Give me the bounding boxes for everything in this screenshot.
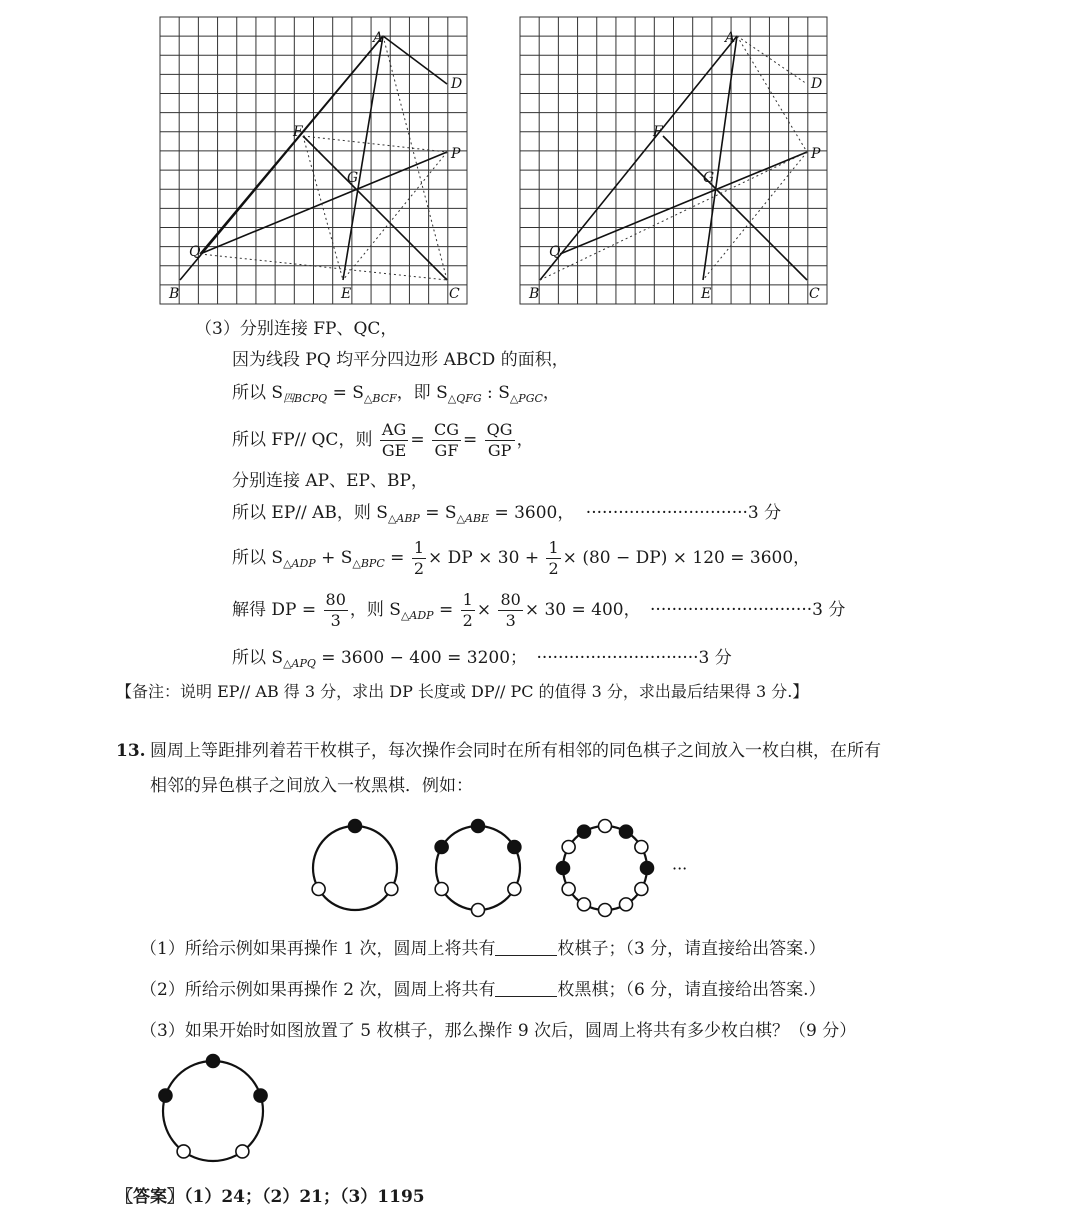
label-A-right: A [725, 30, 736, 46]
figure-right [515, 12, 835, 310]
black-stone [620, 825, 633, 838]
black-stone [578, 825, 591, 838]
label-C-right: C [809, 286, 820, 302]
black-stone [435, 841, 448, 854]
black-stone [207, 1055, 220, 1068]
white-stone [562, 883, 575, 896]
part3-line6: 所以 EP// AB，则 $S_{\triangle ABP} = S_{\triangle ABE} = 3600$， ······························3 分 [232, 503, 782, 525]
label-B-right: B [529, 286, 540, 302]
black-stone [254, 1089, 267, 1102]
black-stone [557, 862, 570, 875]
white-stone [312, 883, 325, 896]
part3-line2: 因为线段 PQ 均平分四边形 ABCD 的面积， [232, 350, 569, 370]
part3-line4: 所以 FP// QC，则 $\frac{AG}{GE}$ = $\frac{CG}{GF}$ = $\frac{QG}{GP}$ ， [232, 420, 534, 460]
circles-example [300, 812, 710, 930]
black-stone [349, 820, 362, 833]
label-G-right: G [703, 170, 715, 186]
white-stone [472, 904, 485, 917]
white-stone [599, 820, 612, 833]
label-E: E [341, 286, 352, 302]
q13-answer: 〖答案〗（1）24；（2）21；（3）1195 [116, 1187, 425, 1207]
label-B: B [169, 286, 180, 302]
q13-part2-blank [495, 982, 557, 997]
label-Q: Q [189, 244, 201, 260]
q13-part2: （2）所给示例如果再操作 2 次，圆周上将共有 枚黑棋；（6 分，请直接给出答案.） [140, 980, 826, 1000]
label-G: G [347, 170, 359, 186]
label-P-right: P [811, 146, 821, 162]
white-stone [578, 898, 591, 911]
q13-number: 13. [116, 741, 146, 761]
label-F-right: F [653, 124, 663, 140]
figure-left [155, 12, 475, 310]
q13-stem-line2: 相邻的异色棋子之间放入一枚黑棋．例如： [150, 776, 473, 796]
q13-stem-line1: 圆周上等距排列着若干枚棋子，每次操作会同时在所有相邻的同色棋子之间放入一枚白棋，在所有 [150, 741, 881, 761]
black-stone [472, 820, 485, 833]
q13-part3: （3）如果开始时如图放置了 5 枚棋子，那么操作 9 次后，圆周上将共有多少枚白棋？（9 分） [140, 1021, 857, 1041]
label-C: C [449, 286, 460, 302]
q13-part1-blank [495, 941, 557, 956]
part3-line7: 所以 $S_{\triangle ADP} + S_{\triangle BPC}$ = $\frac{1}{2}$ × DP × 30 + $\frac{1}{2}$ × (80 − DP) × 120 = 3600， [232, 538, 811, 578]
label-F: F [293, 124, 303, 140]
white-stone [385, 883, 398, 896]
part3-line3: 所以 $S_{四BCPQ} = S_{\triangle BCF}$，即 $S_{\triangle QFG}$ : $S_{\triangle PGC}$， [232, 383, 560, 405]
label-Q-right: Q [549, 244, 561, 260]
white-stone [177, 1145, 190, 1158]
ellipsis: ··· [672, 859, 688, 878]
white-stone [635, 883, 648, 896]
white-stone [435, 883, 448, 896]
part3-line1: （3）分别连接 FP、QC， [195, 319, 398, 339]
black-stone [159, 1089, 172, 1102]
label-D: D [451, 76, 463, 92]
label-D-right: D [811, 76, 823, 92]
white-stone [236, 1145, 249, 1158]
black-stone [641, 862, 654, 875]
label-P: P [451, 146, 461, 162]
circle-five-stones [155, 1050, 275, 1170]
white-stone [508, 883, 521, 896]
part3-line5: 分别连接 AP、EP、BP， [232, 471, 428, 491]
part3-line8: 解得 DP = $\frac{80}{3}$ ，则 $S_{\triangle ADP}$ = $\frac{1}{2}$ × $\frac{80}{3}$ × 30 = 400， ······························3 分 [232, 590, 846, 630]
part3-line9: 所以 $S_{\triangle APQ} = 3600 - 400 = 3200$； ······························3 分 [232, 648, 732, 670]
white-stone [620, 898, 633, 911]
white-stone [562, 841, 575, 854]
white-stone [635, 841, 648, 854]
white-stone [599, 904, 612, 917]
q13-part1: （1）所给示例如果再操作 1 次，圆周上将共有 枚棋子；（3 分，请直接给出答案.） [140, 939, 826, 959]
black-stone [508, 841, 521, 854]
label-A: A [373, 30, 384, 46]
label-E-right: E [701, 286, 712, 302]
part3-note: 【备注：说明 EP// AB 得 3 分，求出 DP 长度或 DP// PC 的值得 3 分，求出最后结果得 3 分.】 [116, 682, 809, 701]
